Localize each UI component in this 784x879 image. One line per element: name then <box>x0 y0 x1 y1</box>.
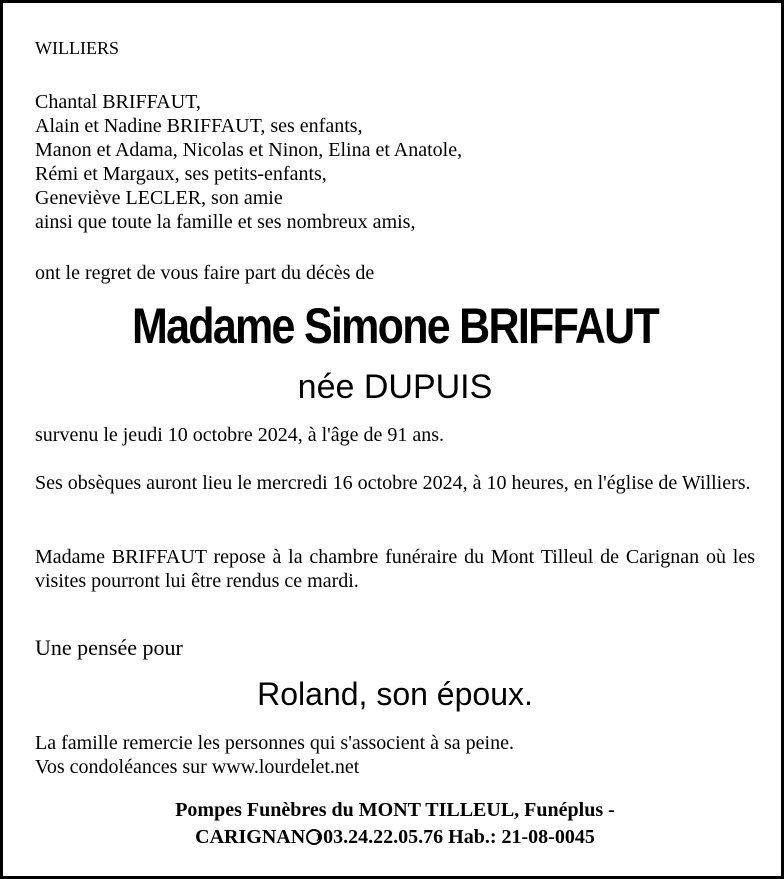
funeral-home-contact <box>3 824 784 851</box>
family-line: Manon et Adama, Nicolas et Ninon, Elina et Anatole, <box>35 139 463 161</box>
location: WILLIERS <box>35 38 119 58</box>
family-line: Rémi et Margaux, ses petits-enfants, <box>35 163 327 185</box>
announcement: ont le regret de vous faire part du décès de <box>35 262 375 284</box>
family-line: ainsi que toute la famille et ses nombreux amis, <box>35 211 416 233</box>
deceased-name: Madame Simone BRIFFAUT <box>131 298 658 354</box>
funeral-home-name: Pompes Funèbres du MONT TILLEUL, Funéplus - <box>175 799 615 821</box>
phone-icon <box>306 829 322 845</box>
funeral-details: Ses obsèques auront lieu le mercredi 16 octobre 2024, à 10 heures, en l'église de Williers. <box>35 472 751 494</box>
thought-name: Roland, son époux. <box>257 676 533 712</box>
condolences-line: Vos condoléances sur www.lourdelet.net <box>35 756 360 778</box>
maiden-name: née DUPUIS <box>297 368 493 406</box>
thought-intro: Une pensée pour <box>35 635 183 660</box>
family-line: Geneviève LECLER, son amie <box>35 187 283 209</box>
thanks-line: La famille remercie les personnes qui s'associent à sa peine. <box>35 732 514 754</box>
family-line: Alain et Nadine BRIFFAUT, ses enfants, <box>35 115 363 137</box>
family-line: Chantal BRIFFAUT, <box>35 91 201 113</box>
funeral-home-town: CARIGNAN <box>195 826 306 848</box>
funeral-home-phone: 03.24.22.05.76 Hab.: 21-08-0045 <box>323 826 595 848</box>
death-date: survenu le jeudi 10 octobre 2024, à l'âge de 91 ans. <box>35 424 445 446</box>
repose-details: Madame BRIFFAUT repose à la chambre funéraire du Mont Tilleul de Carignan où les visites pourront lui être rendus ce mardi. <box>35 546 755 592</box>
